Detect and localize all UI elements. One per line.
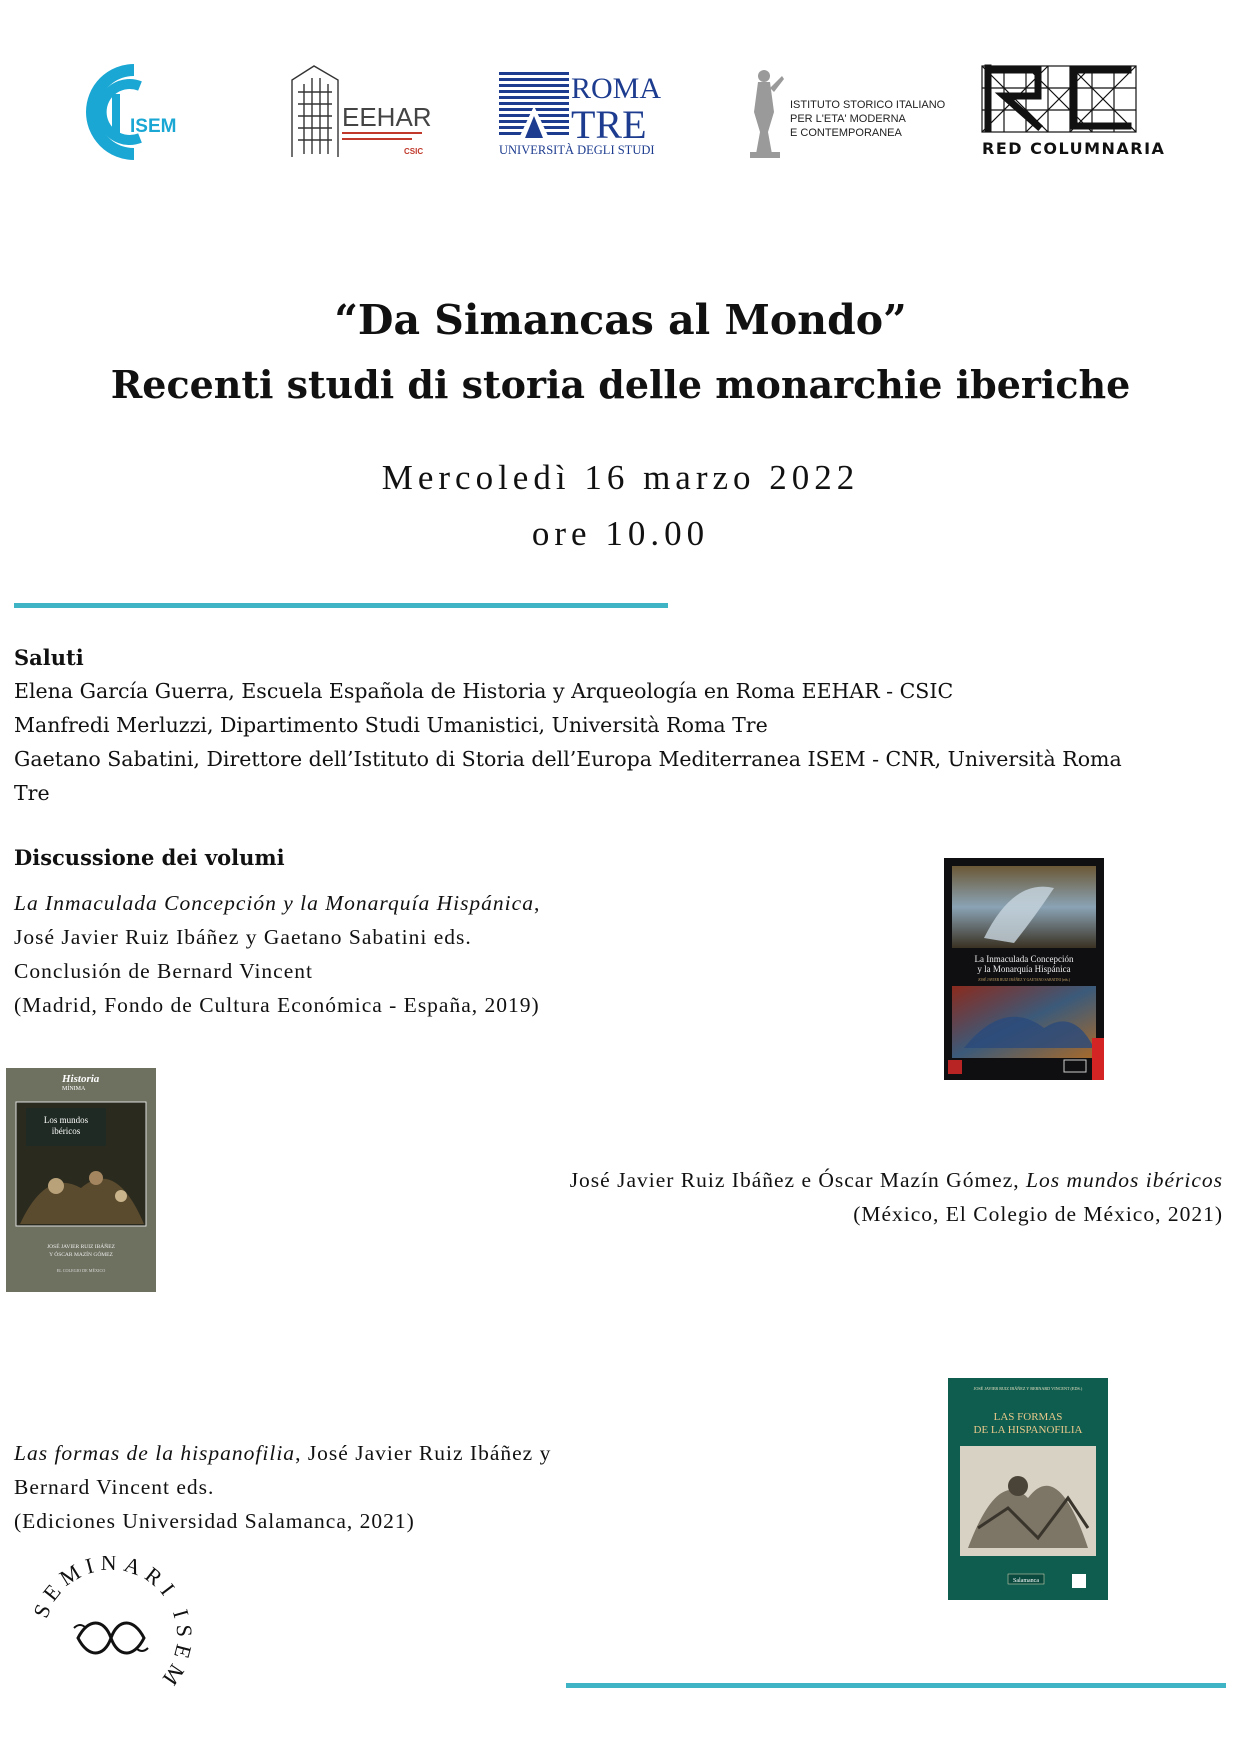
divider-bottom [566, 1683, 1226, 1688]
svg-text:DE LA HISPANOFILIA: DE LA HISPANOFILIA [973, 1424, 1083, 1436]
svg-text:SEMINARI ISEM: SEMINARI I EM [28, 1556, 194, 1695]
seminari-isem-logo [28, 1556, 194, 1716]
svg-text:Y ÓSCAR MAZÍN GÓMEZ: Y ÓSCAR MAZÍN GÓMEZ [49, 1252, 113, 1258]
main-title: “Da Simancas al Mondo” [334, 296, 907, 344]
book2-publisher: (México, El Colegio de México, 2021) [853, 1202, 1223, 1226]
book1-editors: José Javier Ruiz Ibáñez y Gaetano Sabatini eds. [14, 925, 472, 949]
svg-text:ROMA: ROMA [571, 72, 662, 105]
svg-text:Los mundos: Los mundos [43, 1115, 89, 1125]
svg-text:LAS FORMAS: LAS FORMAS [993, 1411, 1063, 1423]
svg-text:EL COLEGIO DE MÉXICO: EL COLEGIO DE MÉXICO [56, 1268, 106, 1273]
svg-text:La Inmaculada Concepción: La Inmaculada Concepción [974, 954, 1074, 964]
event-date: Mercoledì 16 marzo 2022 [381, 458, 860, 497]
isem-logo [74, 62, 186, 162]
divider-top [14, 603, 668, 608]
book1-title-line [14, 891, 540, 916]
istituto-storico-logo [734, 62, 946, 162]
book1-title-suffix: , [533, 891, 541, 915]
book3-editors: Bernard Vincent eds. [14, 1475, 215, 1499]
roma-tre-logo [497, 62, 669, 162]
book2-title: Los mundos ibéricos [1026, 1168, 1223, 1192]
svg-text:ibéricos: ibéricos [51, 1126, 81, 1136]
svg-text:Historia: Historia [62, 1073, 100, 1085]
svg-text:JOSÉ JAVIER RUIZ IBÁÑEZ: JOSÉ JAVIER RUIZ IBÁÑEZ [47, 1244, 115, 1250]
red-columnaria-logo [978, 62, 1166, 162]
saluti-line: Gaetano Sabatini, Direttore dell’Istituto di Storia dell’Europa Mediterranea ISEM - CNR, Università Roma [14, 747, 1122, 771]
svg-text:CSIC: CSIC [404, 147, 424, 156]
svg-text:JOSÉ JAVIER RUIZ IBÁÑEZ Y GAET: JOSÉ JAVIER RUIZ IBÁÑEZ Y GAETANO SABATINI (eds.) [978, 978, 1070, 982]
saluti-line: Elena García Guerra, Escuela Española de Historia y Arqueología en Roma EEHAR - CSIC [14, 679, 954, 703]
saluti-heading: Saluti [14, 645, 84, 670]
svg-text:PER L'ETA' MODERNA: PER L'ETA' MODERNA [790, 113, 906, 125]
book3-authors: , José Javier Ruiz Ibáñez y [295, 1441, 552, 1465]
book2-authors: José Javier Ruiz Ibáñez e Óscar Mazín Gómez, [569, 1168, 1027, 1192]
svg-text:Salamanca: Salamanca [1013, 1578, 1039, 1584]
book3-title: Las formas de la hispanofilia [14, 1441, 296, 1465]
book2-cover [6, 1068, 156, 1292]
eehar-logo [284, 62, 434, 162]
subtitle: Recenti studi di storia delle monarchie iberiche [110, 362, 1131, 407]
svg-text:TRE: TRE [571, 102, 647, 147]
svg-text:y la Monarquía Hispánica: y la Monarquía Hispánica [977, 964, 1071, 974]
book3-publisher: (Ediciones Universidad Salamanca, 2021) [14, 1509, 415, 1533]
svg-text:E CONTEMPORANEA: E CONTEMPORANEA [790, 127, 902, 139]
svg-text:MÍNIMA: MÍNIMA [62, 1086, 86, 1092]
book1-publisher: (Madrid, Fondo de Cultura Económica - España, 2019) [14, 993, 540, 1017]
svg-text:UNIVERSITÀ DEGLI STUDI: UNIVERSITÀ DEGLI STUDI [499, 143, 655, 157]
svg-text:JOSÉ JAVIER RUIZ IBÁÑEZ Y BERN: JOSÉ JAVIER RUIZ IBÁÑEZ Y BERNARD VINCENT (EDS.) [973, 1386, 1083, 1391]
book1-conclusion: Conclusión de Bernard Vincent [14, 959, 313, 983]
svg-text:ISEM: ISEM [130, 116, 177, 137]
book2-title-line [570, 1168, 1223, 1193]
saluti-line: Manfredi Merluzzi, Dipartimento Studi Umanistici, Università Roma Tre [14, 713, 768, 737]
book1-title: La Inmaculada Concepción y la Monarquía Hispánica [14, 891, 534, 915]
book3-title-line [14, 1441, 551, 1466]
svg-text:EEHAR: EEHAR [342, 102, 432, 132]
book3-cover [948, 1378, 1108, 1600]
svg-text:RED COLUMNARIA: RED COLUMNARIA [982, 139, 1166, 158]
event-time: ore 10.00 [531, 514, 710, 553]
book1-cover [944, 858, 1104, 1080]
saluti-line: Tre [14, 781, 50, 805]
svg-text:ISTITUTO STORICO ITALIANO: ISTITUTO STORICO ITALIANO [790, 99, 946, 111]
discussione-heading: Discussione dei volumi [14, 845, 285, 870]
